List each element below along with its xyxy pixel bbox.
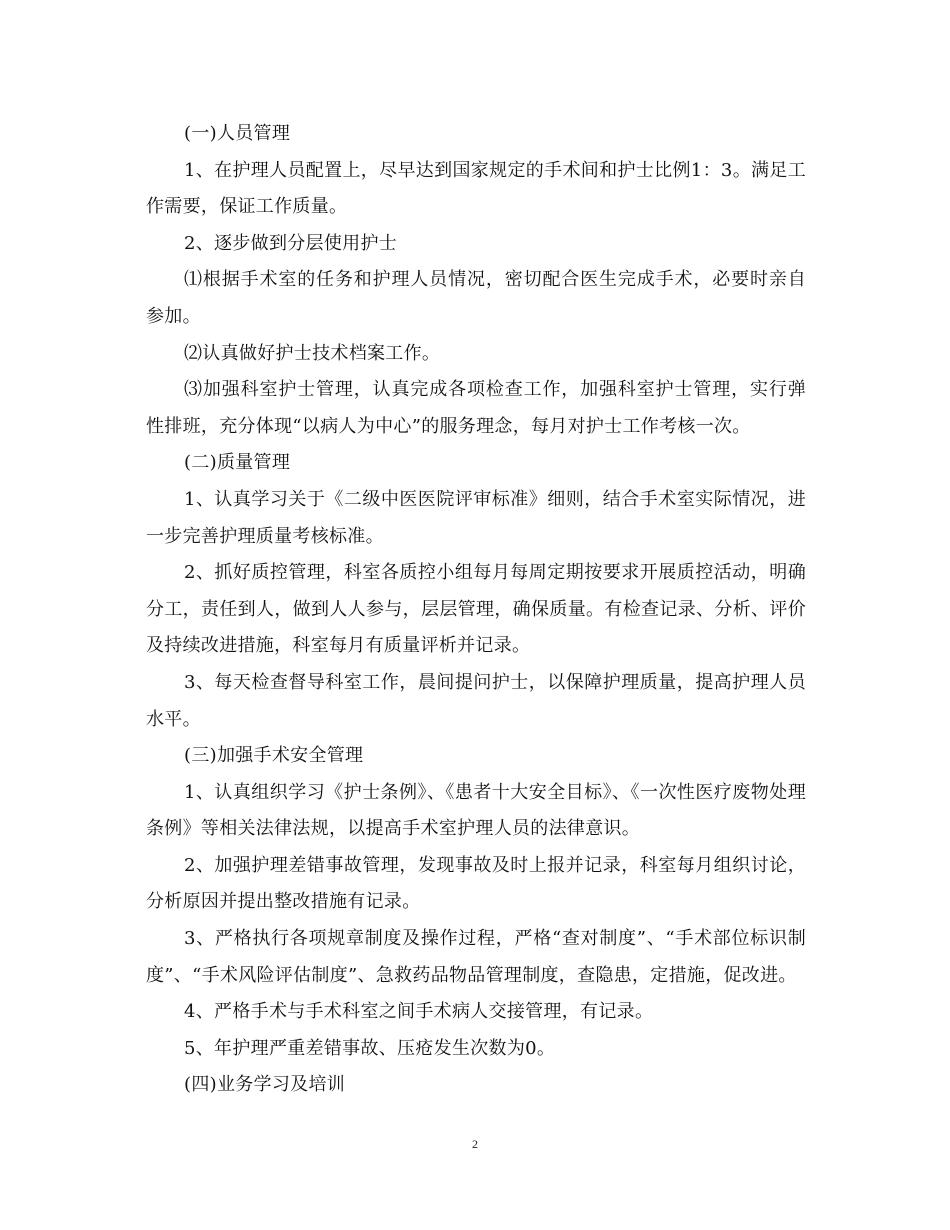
paragraph: 3、严格执行各项规章制度及操作过程，严格“查对制度”、“手术部位标识制度”、“手术风险评估制度”、急救药品物品管理制度，查隐患，定措施，促改进。 [146,928,806,986]
document-body [146,116,806,1104]
paragraph: 3、每天检查督导科室工作，晨间提问护士，以保障护理质量，提高护理人员水平。 [146,671,806,730]
paragraph: 2、逐步做到分层使用护士 [184,232,398,254]
paragraph: 5、年护理严重差错事故、压疮发生次数为0。 [184,1037,556,1059]
paragraph: 2、抓好质控管理，科室各质控小组每月每周定期按要求开展质控活动，明确分工，责任到人，做到人人参与，层层管理，确保质量。有检查记录、分析、评价及持续改进措施，科室每月有质量评析并记录。 [146,562,806,657]
paragraph: 2、加强护理差错事故管理，发现事故及时上报并记录，科室每月组织讨论，分析原因并提出整改措施有记录。 [146,854,806,913]
paragraph: 1、在护理人员配置上，尽早达到国家规定的手术间和护士比例1：3。满足工作需要，保证工作质量。 [146,159,806,218]
paragraph: ⑴根据手术室的任务和护理人员情况，密切配合医生完成手术，必要时亲自参加。 [146,269,806,327]
section-heading-training: (四)业务学习及培训 [184,1074,346,1096]
paragraph: 1、认真组织学习《护士条例》、《患者十大安全目标》、《一次性医疗废物处理条例》等相关法律法规，以提高手术室护理人员的法律意识。 [146,781,806,840]
paragraph: 4、严格手术与手术科室之间手术病人交接管理，有记录。 [184,1001,654,1023]
paragraph: ⑶加强科室护士管理，认真完成各项检查工作，加强科室护士管理，实行弹性排班，充分体现“以病人为中心”的服务理念，每月对护士工作考核一次。 [146,379,806,437]
section-heading-personnel: (一)人员管理 [184,123,291,144]
paragraph: 1、认真学习关于《二级中医医院评审标准》细则，结合手术室实际情况，进一步完善护理质量考核标准。 [146,488,806,547]
page-number: 2 [472,1137,478,1151]
paragraph: ⑵认真做好护士技术档案工作。 [184,342,441,364]
section-heading-quality: (二)质量管理 [184,452,291,474]
section-heading-safety: (三)加强手术安全管理 [184,745,364,767]
